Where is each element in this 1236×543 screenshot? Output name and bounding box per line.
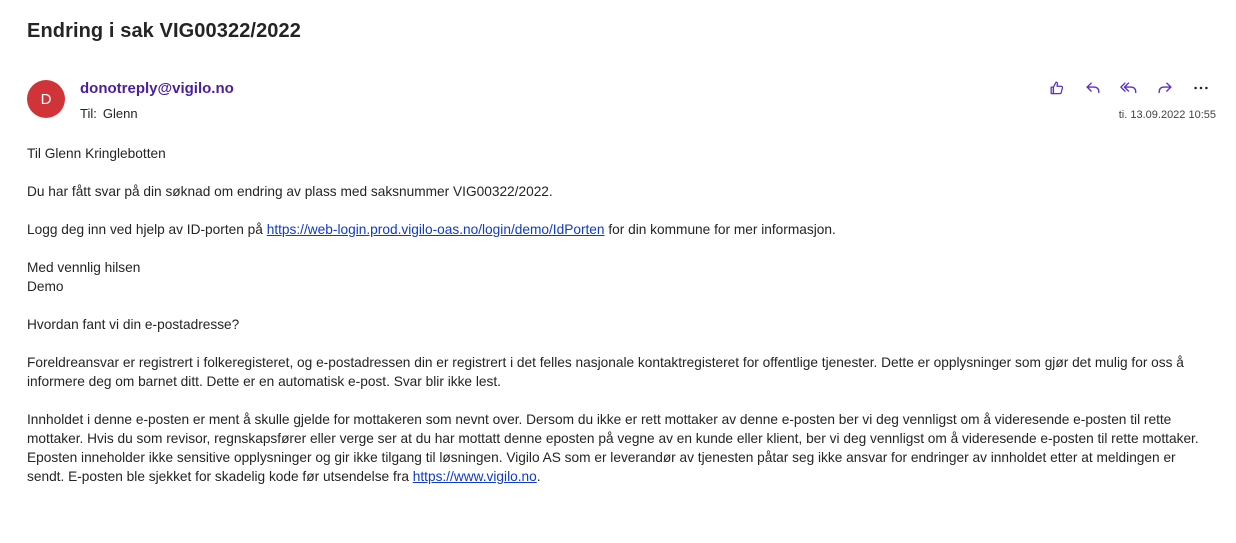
sender-avatar[interactable] [27,80,65,118]
sender-address[interactable]: donotreply@vigilo.no [80,80,234,97]
signature: Demo [27,279,64,294]
like-button[interactable] [1044,76,1070,100]
email-body [27,144,1212,505]
message-actions [1044,76,1214,100]
reply-all-icon [1119,79,1139,97]
closing-line: Med vennlig hilsen [27,260,141,275]
forward-icon [1156,79,1174,97]
disclaimer-end: . [536,469,541,484]
message-timestamp: ti. 13.09.2022 10:55 [1118,109,1216,121]
disclaimer-text: Innholdet i denne e-posten er ment å skulle gjelde for mottakeren som nevnt over. Dersom du ikke er rett mottaker av denne e-posten ber vi deg vennligst om å videresende e-posten til rette mottaker. Hvis du som revisor, regnskapsfører eller verge ser at du har mottatt denne eposten på vegne av en kunde eller klient, ber vi deg vennligst om å videresende e-posten til rette mottaker. Eposten inneholder ikke sensitive opplysninger og gir ikke tilgang til løsningen. Vigilo AS som er leverandør av tjenesten påtar seg ikke ansvar for endringer av innholdet etter at meldingen er sendt. E-posten ble sjekket for skadelig kode før utsendelse fra [27,412,1199,484]
body-paragraph: Foreldreansvar er registrert i folkeregisteret, og e-postadressen din er registrert i det felles nasjonale kontaktregisteret for offentlige tjenester. Dette er opplysninger som gjør det mulig for oss å informere deg om barnet ditt. Dette er en automatisk e-post. Svar blir ikke lest. [27,355,1184,389]
login-text-before: Logg deg inn ved hjelp av ID-porten på [27,222,267,237]
email-subject: Endring i sak VIG00322/2022 [27,20,301,42]
reply-button[interactable] [1080,76,1106,100]
idporten-login-link[interactable]: https://web-login.prod.vigilo-oas.no/login/demo/IdPorten [266,222,605,237]
reply-all-button[interactable] [1116,76,1142,100]
question-heading: Hvordan fant vi din e-postadresse? [27,317,240,332]
to-label: Til: [80,106,97,121]
disclaimer-paragraph [27,410,1212,486]
recipient-line [80,106,138,121]
forward-button[interactable] [1152,76,1178,100]
vigilo-website-link[interactable]: https://www.vigilo.no [412,469,537,484]
greeting: Til Glenn Kringlebotten [27,146,166,161]
login-text-after: for din kommune for mer informasjon. [604,222,836,237]
thumbs-up-icon [1048,79,1066,97]
more-actions-button[interactable] [1188,76,1214,100]
more-icon [1192,79,1210,97]
recipient-name[interactable]: Glenn [102,106,138,121]
closing [27,258,1212,296]
login-paragraph [27,220,1212,239]
avatar-initial: D [40,90,52,108]
body-paragraph: Du har fått svar på din søknad om endring av plass med saksnummer VIG00322/2022. [27,184,553,199]
reply-icon [1084,79,1102,97]
